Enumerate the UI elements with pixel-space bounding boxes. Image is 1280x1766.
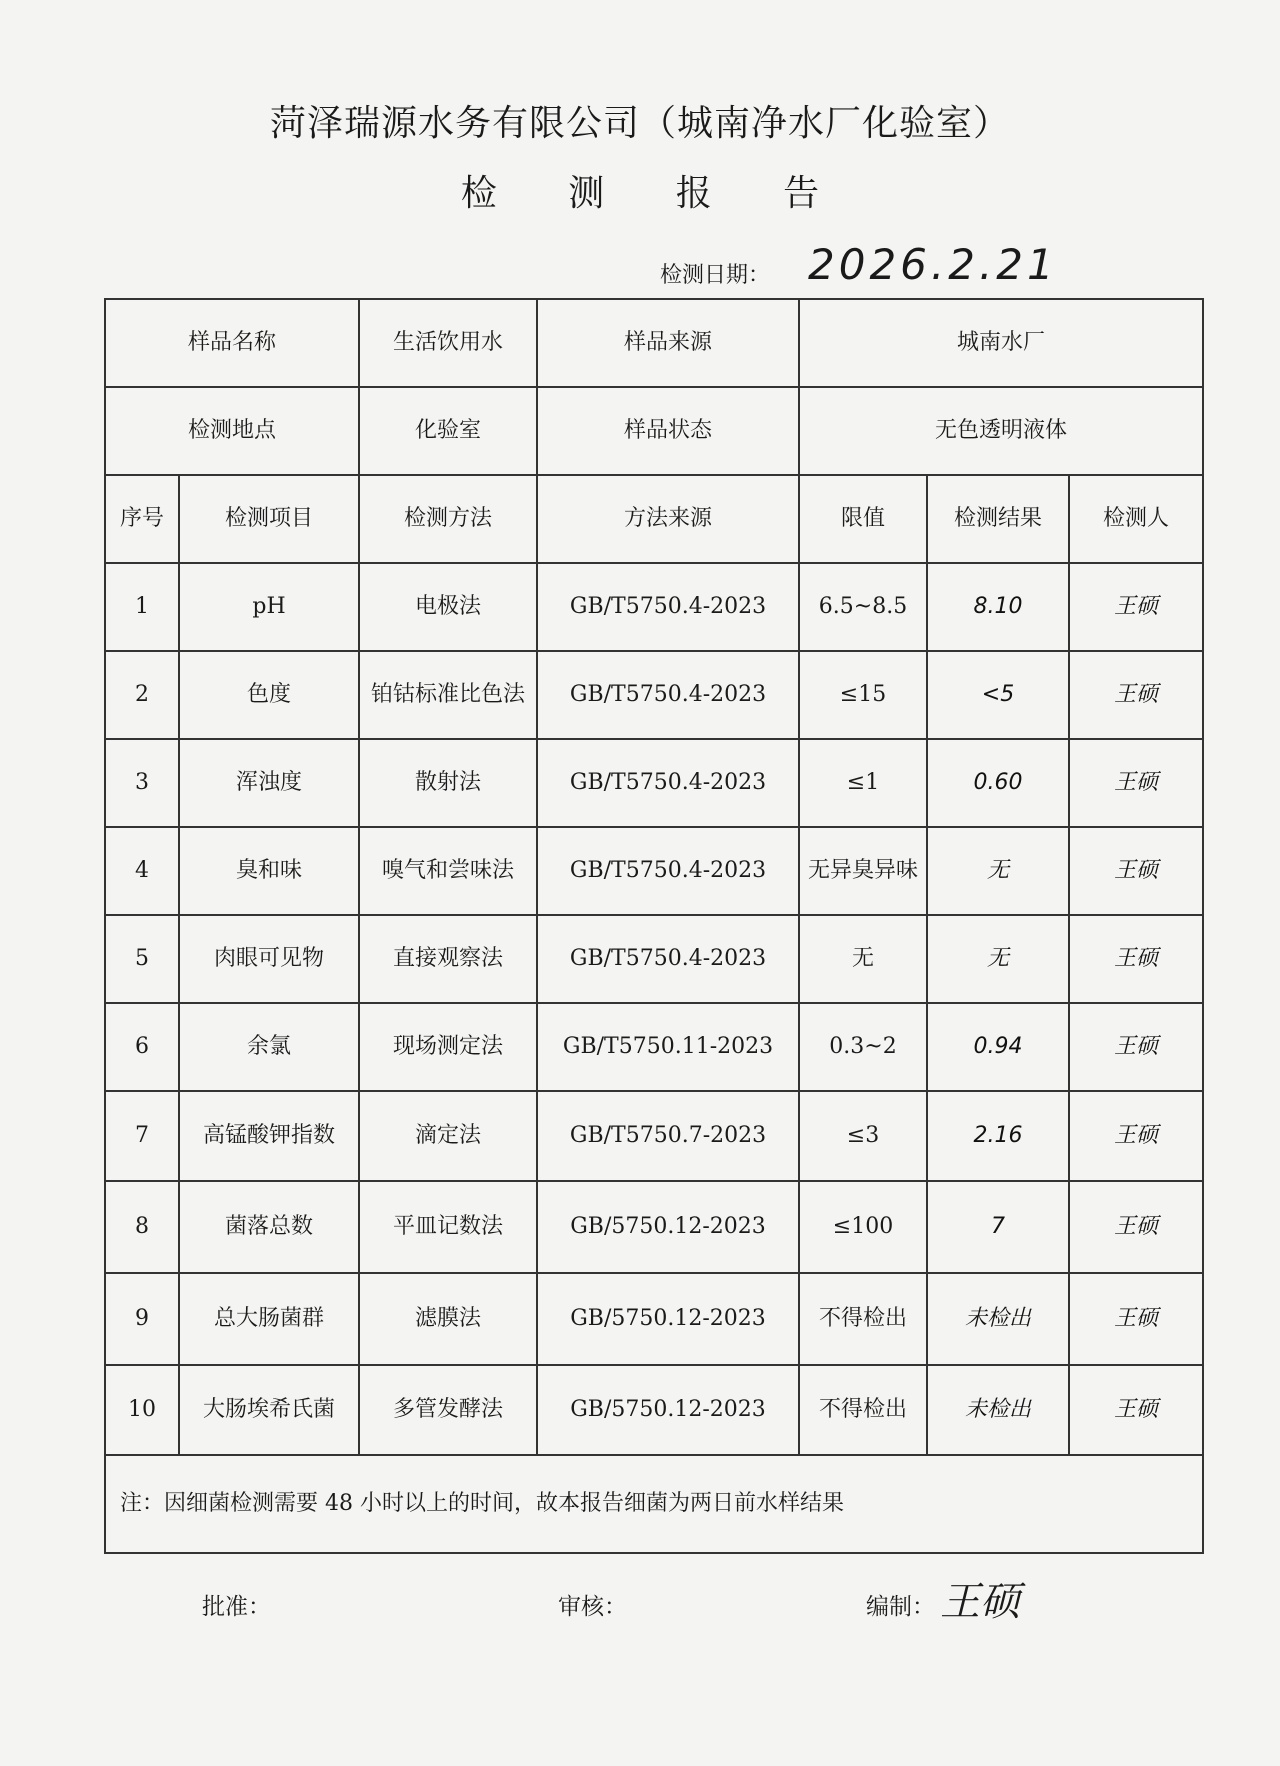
row-source: GB/T5750.4-2023: [537, 651, 799, 739]
row-source: GB/T5750.4-2023: [537, 827, 799, 915]
row-method: 散射法: [359, 739, 537, 827]
row-no: 4: [105, 827, 179, 915]
row-method: 直接观察法: [359, 915, 537, 1003]
table-row: [105, 1273, 1203, 1365]
row-item: 浑浊度: [179, 739, 359, 827]
row-item: 总大肠菌群: [179, 1273, 359, 1365]
row-limit: 无异臭异味: [799, 827, 927, 915]
row-no: 8: [105, 1181, 179, 1273]
info-row-1: [105, 299, 1203, 387]
row-tester: 王硕: [1069, 1181, 1203, 1273]
row-method: 平皿记数法: [359, 1181, 537, 1273]
row-limit: ≤15: [799, 651, 927, 739]
sample-source-value: 城南水厂: [799, 299, 1203, 387]
row-limit: 不得检出: [799, 1365, 927, 1455]
col-header-source: 方法来源: [537, 475, 799, 563]
row-tester: 王硕: [1069, 651, 1203, 739]
editor-label: 编制：: [866, 1594, 935, 1620]
row-item: 肉眼可见物: [179, 915, 359, 1003]
table-row: [105, 563, 1203, 651]
row-result: 无: [927, 915, 1069, 1003]
row-method: 滤膜法: [359, 1273, 537, 1365]
row-source: GB/T5750.11-2023: [537, 1003, 799, 1091]
row-tester: 王硕: [1069, 1091, 1203, 1181]
note-row: [105, 1455, 1203, 1553]
report-title: 检 测 报 告: [460, 173, 850, 214]
row-item: 余氯: [179, 1003, 359, 1091]
row-source: GB/5750.12-2023: [537, 1181, 799, 1273]
sample-name-label: 样品名称: [105, 299, 359, 387]
sample-name-value: 生活饮用水: [359, 299, 537, 387]
row-source: GB/T5750.4-2023: [537, 915, 799, 1003]
row-no: 1: [105, 563, 179, 651]
row-tester: 王硕: [1069, 1003, 1203, 1091]
row-tester: 王硕: [1069, 827, 1203, 915]
col-header-tester: 检测人: [1069, 475, 1203, 563]
row-tester: 王硕: [1069, 563, 1203, 651]
col-header-no: 序号: [105, 475, 179, 563]
table-row: [105, 739, 1203, 827]
info-row-2: [105, 387, 1203, 475]
row-item: 色度: [179, 651, 359, 739]
row-result: 0.94: [927, 1003, 1069, 1091]
editor-signature: 王硕: [940, 1579, 1020, 1625]
note-text: 注：因细菌检测需要 48 小时以上的时间，故本报告细菌为两日前水样结果: [105, 1455, 1203, 1553]
table-row: [105, 1181, 1203, 1273]
table-row: [105, 915, 1203, 1003]
table-row: [105, 1091, 1203, 1181]
row-method: 现场测定法: [359, 1003, 537, 1091]
row-limit: ≤1: [799, 739, 927, 827]
row-source: GB/5750.12-2023: [537, 1365, 799, 1455]
row-result: <5: [927, 651, 1069, 739]
date-label: 检测日期：: [660, 263, 771, 288]
row-limit: 无: [799, 915, 927, 1003]
sample-state-value: 无色透明液体: [799, 387, 1203, 475]
row-method: 滴定法: [359, 1091, 537, 1181]
row-item: 菌落总数: [179, 1181, 359, 1273]
date-value: 2026.2.21: [808, 240, 1058, 289]
row-source: GB/5750.12-2023: [537, 1273, 799, 1365]
location-label: 检测地点: [105, 387, 359, 475]
row-tester: 王硕: [1069, 1365, 1203, 1455]
row-limit: 6.5~8.5: [799, 563, 927, 651]
row-no: 6: [105, 1003, 179, 1091]
row-source: GB/T5750.7-2023: [537, 1091, 799, 1181]
report-table: [104, 298, 1204, 1554]
row-tester: 王硕: [1069, 1273, 1203, 1365]
row-method: 多管发酵法: [359, 1365, 537, 1455]
row-no: 10: [105, 1365, 179, 1455]
col-header-result: 检测结果: [927, 475, 1069, 563]
row-result: 8.10: [927, 563, 1069, 651]
row-result: 未检出: [927, 1365, 1069, 1455]
company-name: 菏泽瑞源水务有限公司（城南净水厂化验室）: [269, 103, 1010, 144]
row-result: 2.16: [927, 1091, 1069, 1181]
row-limit: ≤100: [799, 1181, 927, 1273]
col-header-item: 检测项目: [179, 475, 359, 563]
table-row: [105, 827, 1203, 915]
row-limit: ≤3: [799, 1091, 927, 1181]
row-item: 臭和味: [179, 827, 359, 915]
row-method: 铂钴标准比色法: [359, 651, 537, 739]
row-no: 2: [105, 651, 179, 739]
row-no: 9: [105, 1273, 179, 1365]
row-item: 大肠埃希氏菌: [179, 1365, 359, 1455]
column-header-row: [105, 475, 1203, 563]
approve-label: 批准：: [202, 1594, 271, 1620]
row-limit: 不得检出: [799, 1273, 927, 1365]
row-result: 0.60: [927, 739, 1069, 827]
row-item: 高锰酸钾指数: [179, 1091, 359, 1181]
row-method: 电极法: [359, 563, 537, 651]
location-value: 化验室: [359, 387, 537, 475]
row-no: 7: [105, 1091, 179, 1181]
table-row: [105, 1365, 1203, 1455]
review-label: 审核：: [558, 1594, 627, 1620]
sample-source-label: 样品来源: [537, 299, 799, 387]
row-result: 无: [927, 827, 1069, 915]
col-header-limit: 限值: [799, 475, 927, 563]
table-row: [105, 651, 1203, 739]
row-tester: 王硕: [1069, 739, 1203, 827]
row-result: 7: [927, 1181, 1069, 1273]
row-item: pH: [179, 563, 359, 651]
row-limit: 0.3~2: [799, 1003, 927, 1091]
row-source: GB/T5750.4-2023: [537, 563, 799, 651]
col-header-method: 检测方法: [359, 475, 537, 563]
row-no: 5: [105, 915, 179, 1003]
row-tester: 王硕: [1069, 915, 1203, 1003]
row-result: 未检出: [927, 1273, 1069, 1365]
sample-state-label: 样品状态: [537, 387, 799, 475]
row-source: GB/T5750.4-2023: [537, 739, 799, 827]
table-row: [105, 1003, 1203, 1091]
row-method: 嗅气和尝味法: [359, 827, 537, 915]
row-no: 3: [105, 739, 179, 827]
